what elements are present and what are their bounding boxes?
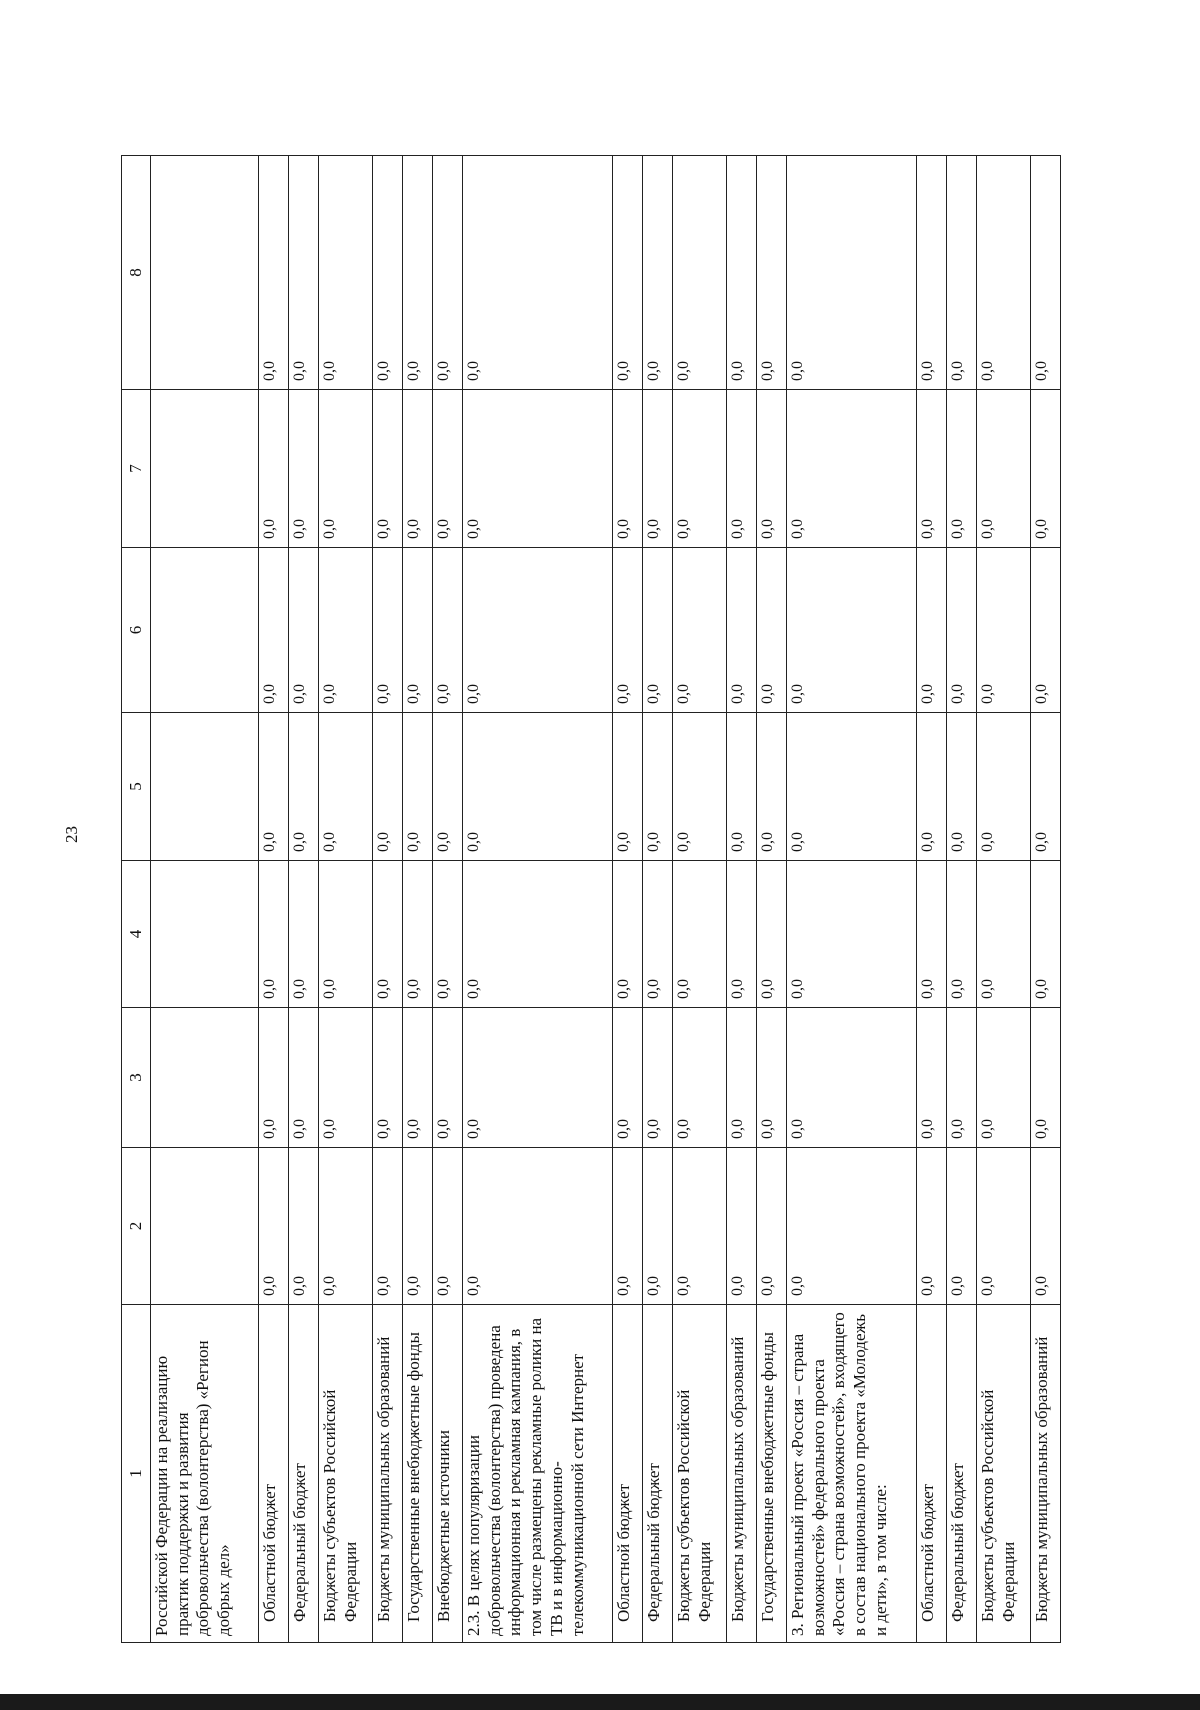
value-cell (151, 390, 259, 548)
value-cell: 0,0 (1031, 156, 1061, 390)
row-label: Бюджеты субъектов Российской Федерации (673, 1305, 727, 1643)
value-cell: 0,0 (463, 548, 613, 713)
row-label: Государственные внебюджетные фонды (757, 1305, 787, 1643)
value-cell: 0,0 (643, 390, 673, 548)
value-cell: 0,0 (643, 548, 673, 713)
table-row (757, 156, 787, 1643)
header-row (122, 156, 151, 1643)
row-label: Областной бюджет (259, 1305, 289, 1643)
value-cell: 0,0 (787, 548, 917, 713)
value-cell: 0,0 (433, 713, 463, 861)
value-cell: 0,0 (947, 861, 977, 1008)
value-cell: 0,0 (1031, 390, 1061, 548)
value-cell: 0,0 (259, 390, 289, 548)
value-cell: 0,0 (917, 1148, 947, 1305)
column-header: 4 (122, 861, 151, 1008)
value-cell: 0,0 (673, 156, 727, 390)
value-cell: 0,0 (289, 390, 319, 548)
value-cell: 0,0 (319, 390, 373, 548)
column-header: 3 (122, 1008, 151, 1148)
value-cell: 0,0 (289, 713, 319, 861)
value-cell: 0,0 (373, 548, 403, 713)
row-label: Областной бюджет (917, 1305, 947, 1643)
value-cell: 0,0 (433, 548, 463, 713)
table-row (673, 156, 727, 1643)
value-cell: 0,0 (673, 713, 727, 861)
column-header: 1 (122, 1305, 151, 1643)
value-cell (151, 861, 259, 1008)
value-cell: 0,0 (433, 1008, 463, 1148)
value-cell: 0,0 (613, 861, 643, 1008)
value-cell: 0,0 (259, 1008, 289, 1148)
value-cell: 0,0 (373, 713, 403, 861)
column-header: 5 (122, 713, 151, 861)
column-header: 6 (122, 548, 151, 713)
value-cell: 0,0 (757, 548, 787, 713)
value-cell: 0,0 (1031, 861, 1061, 1008)
value-cell: 0,0 (1031, 1008, 1061, 1148)
scan-edge-bar (0, 1694, 1200, 1710)
value-cell: 0,0 (917, 390, 947, 548)
row-label: Федеральный бюджет (289, 1305, 319, 1643)
table-row (643, 156, 673, 1643)
value-cell: 0,0 (977, 156, 1031, 390)
value-cell: 0,0 (787, 156, 917, 390)
value-cell: 0,0 (673, 1148, 727, 1305)
value-cell: 0,0 (613, 1008, 643, 1148)
value-cell: 0,0 (289, 548, 319, 713)
row-label: 2.3. В целях популяризации добровольчества (волонтерства) проведена информационная и рекламная кампания, в том числе размещены рекламные ролики на ТВ и в информационно-телекоммуникационной сети Интернет (463, 1305, 613, 1643)
value-cell: 0,0 (613, 156, 643, 390)
value-cell: 0,0 (727, 156, 757, 390)
value-cell: 0,0 (673, 390, 727, 548)
table-row (289, 156, 319, 1643)
row-label: Бюджеты субъектов Российской Федерации (319, 1305, 373, 1643)
value-cell: 0,0 (373, 1148, 403, 1305)
row-label: Федеральный бюджет (947, 1305, 977, 1643)
value-cell: 0,0 (727, 713, 757, 861)
value-cell: 0,0 (373, 861, 403, 1008)
value-cell: 0,0 (673, 861, 727, 1008)
value-cell (151, 548, 259, 713)
value-cell: 0,0 (613, 390, 643, 548)
value-cell: 0,0 (757, 713, 787, 861)
value-cell: 0,0 (1031, 713, 1061, 861)
value-cell: 0,0 (433, 156, 463, 390)
table-row (463, 156, 613, 1643)
value-cell: 0,0 (463, 861, 613, 1008)
value-cell: 0,0 (727, 548, 757, 713)
value-cell: 0,0 (917, 713, 947, 861)
value-cell: 0,0 (259, 156, 289, 390)
table-row (433, 156, 463, 1643)
rotated-table-container (121, 156, 1089, 1643)
value-cell: 0,0 (403, 156, 433, 390)
value-cell: 0,0 (259, 548, 289, 713)
value-cell: 0,0 (319, 1008, 373, 1148)
value-cell: 0,0 (727, 861, 757, 1008)
row-label: 3. Региональный проект «Россия – страна возможностей» федерального проекта «Россия – страна возможностей», входящего в состав национального проекта «Молодежь и дети», в том числе: (787, 1305, 917, 1643)
value-cell: 0,0 (643, 156, 673, 390)
table-row (727, 156, 757, 1643)
value-cell: 0,0 (917, 548, 947, 713)
row-label: Внебюджетные источники (433, 1305, 463, 1643)
value-cell: 0,0 (289, 1148, 319, 1305)
value-cell: 0,0 (977, 861, 1031, 1008)
value-cell: 0,0 (403, 1008, 433, 1148)
value-cell: 0,0 (757, 1148, 787, 1305)
value-cell: 0,0 (373, 156, 403, 390)
value-cell: 0,0 (787, 1148, 917, 1305)
table-row (1031, 156, 1061, 1643)
value-cell: 0,0 (1031, 1148, 1061, 1305)
value-cell: 0,0 (1031, 548, 1061, 713)
value-cell: 0,0 (403, 390, 433, 548)
funding-table (121, 155, 1061, 1643)
table-row (151, 156, 259, 1643)
value-cell: 0,0 (757, 1008, 787, 1148)
value-cell: 0,0 (403, 548, 433, 713)
value-cell (151, 1008, 259, 1148)
table-row (613, 156, 643, 1643)
value-cell: 0,0 (917, 861, 947, 1008)
value-cell (151, 713, 259, 861)
value-cell: 0,0 (947, 713, 977, 861)
value-cell: 0,0 (259, 861, 289, 1008)
value-cell: 0,0 (289, 156, 319, 390)
value-cell: 0,0 (757, 390, 787, 548)
value-cell: 0,0 (977, 390, 1031, 548)
value-cell: 0,0 (289, 1008, 319, 1148)
value-cell: 0,0 (403, 1148, 433, 1305)
value-cell: 0,0 (403, 713, 433, 861)
value-cell: 0,0 (947, 390, 977, 548)
value-cell: 0,0 (613, 713, 643, 861)
value-cell: 0,0 (463, 713, 613, 861)
value-cell: 0,0 (463, 1148, 613, 1305)
value-cell: 0,0 (373, 1008, 403, 1148)
value-cell: 0,0 (373, 390, 403, 548)
row-label: Бюджеты субъектов Российской Федерации (977, 1305, 1031, 1643)
row-label: Бюджеты муниципальных образований (727, 1305, 757, 1643)
value-cell: 0,0 (643, 1008, 673, 1148)
row-label: Государственные внебюджетные фонды (403, 1305, 433, 1643)
value-cell: 0,0 (403, 861, 433, 1008)
table-row (373, 156, 403, 1643)
value-cell: 0,0 (917, 1008, 947, 1148)
value-cell: 0,0 (613, 548, 643, 713)
value-cell: 0,0 (613, 1148, 643, 1305)
value-cell: 0,0 (433, 1148, 463, 1305)
value-cell (151, 156, 259, 390)
value-cell: 0,0 (947, 548, 977, 713)
value-cell: 0,0 (787, 1008, 917, 1148)
value-cell: 0,0 (259, 713, 289, 861)
table-row (917, 156, 947, 1643)
value-cell: 0,0 (643, 1148, 673, 1305)
value-cell: 0,0 (463, 390, 613, 548)
value-cell: 0,0 (319, 713, 373, 861)
value-cell: 0,0 (727, 390, 757, 548)
value-cell: 0,0 (947, 156, 977, 390)
table-row (403, 156, 433, 1643)
value-cell: 0,0 (319, 861, 373, 1008)
value-cell: 0,0 (673, 1008, 727, 1148)
value-cell: 0,0 (319, 1148, 373, 1305)
value-cell: 0,0 (757, 861, 787, 1008)
value-cell (151, 1148, 259, 1305)
value-cell: 0,0 (977, 1008, 1031, 1148)
table-row (787, 156, 917, 1643)
value-cell: 0,0 (977, 713, 1031, 861)
row-label: Российской Федерации на реализацию практик поддержки и развития добровольчества (волонтерства) «Регион добрых дел» (151, 1305, 259, 1643)
value-cell: 0,0 (433, 390, 463, 548)
value-cell: 0,0 (787, 390, 917, 548)
table-row (947, 156, 977, 1643)
value-cell: 0,0 (787, 713, 917, 861)
value-cell: 0,0 (977, 1148, 1031, 1305)
value-cell: 0,0 (289, 861, 319, 1008)
value-cell: 0,0 (259, 1148, 289, 1305)
value-cell: 0,0 (433, 861, 463, 1008)
value-cell: 0,0 (757, 156, 787, 390)
value-cell: 0,0 (947, 1008, 977, 1148)
row-label: Федеральный бюджет (643, 1305, 673, 1643)
value-cell: 0,0 (643, 713, 673, 861)
value-cell: 0,0 (947, 1148, 977, 1305)
column-header: 8 (122, 156, 151, 390)
column-header: 2 (122, 1148, 151, 1305)
value-cell: 0,0 (319, 156, 373, 390)
table-body (151, 156, 1061, 1643)
column-header: 7 (122, 390, 151, 548)
row-label: Бюджеты муниципальных образований (1031, 1305, 1061, 1643)
row-label: Бюджеты муниципальных образований (373, 1305, 403, 1643)
row-label: Областной бюджет (613, 1305, 643, 1643)
table-row (977, 156, 1031, 1643)
value-cell: 0,0 (787, 861, 917, 1008)
value-cell: 0,0 (463, 156, 613, 390)
value-cell: 0,0 (643, 861, 673, 1008)
value-cell: 0,0 (673, 548, 727, 713)
table-row (319, 156, 373, 1643)
value-cell: 0,0 (319, 548, 373, 713)
value-cell: 0,0 (727, 1148, 757, 1305)
value-cell: 0,0 (727, 1008, 757, 1148)
table-row (259, 156, 289, 1643)
value-cell: 0,0 (977, 548, 1031, 713)
page-number: 23 (62, 826, 81, 843)
value-cell: 0,0 (917, 156, 947, 390)
value-cell: 0,0 (463, 1008, 613, 1148)
